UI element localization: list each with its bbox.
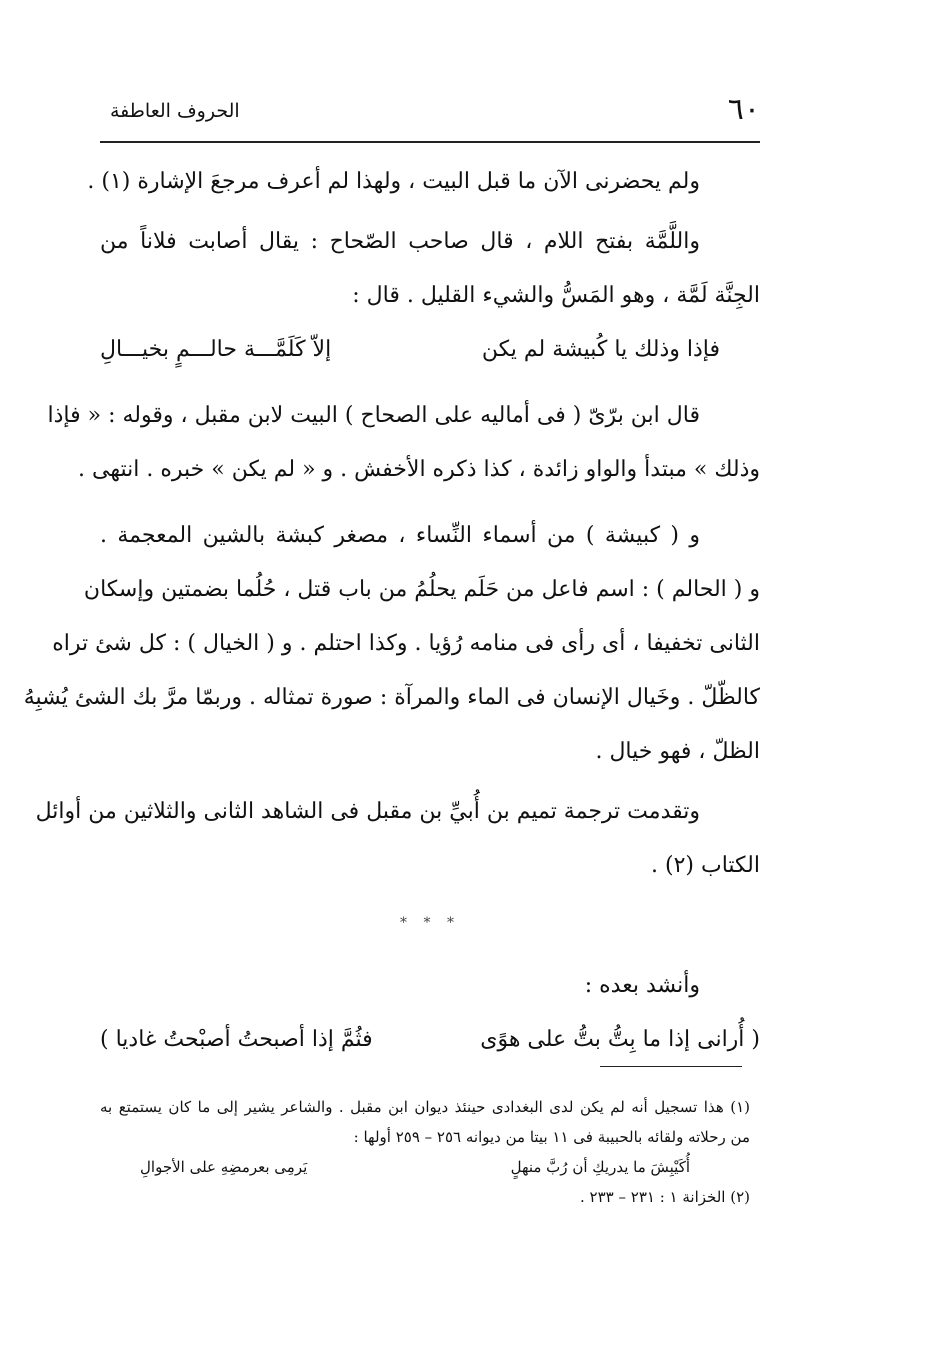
page-number: ٦٠: [727, 92, 760, 127]
verse-hemistich: يَرمِى بعرمضِهِ على الأجوالِ: [140, 1158, 308, 1176]
page-header: [100, 92, 760, 132]
footnote-line: (١) هذا تسجيل أنه لم يكن لدى البغدادى حينئذ ديوان ابن مقبل . والشاعر يشير إلى ما كان يستمتع به: [100, 1098, 750, 1116]
main-text: [23, 155, 760, 1067]
verse-hemistich: أُكَيْبِشَ ما يدريكِ أن رُبَّ منهلٍ: [510, 1158, 690, 1176]
verse-hemistich: فثُمَّ إذا أصبحتُ أصبْحتُ غاديا ): [100, 1027, 373, 1052]
paragraph-line: واللَّمَّة بفتح اللام ، قال صاحب الصّحاح : يقال أصابت فلاناً من: [100, 229, 700, 254]
paragraph-line: وأنشد بعده :: [584, 973, 700, 998]
verse-hemistich: إلاّ كَلَمَّـــة حالـــمٍ بخيـــالِ: [100, 337, 332, 362]
paragraph-line: وذلك » مبتدأ والواو زائدة ، كذا ذكره الأخفش . و « لم يكن » خبره . انتهى .: [78, 457, 760, 482]
verse-line: [100, 323, 760, 377]
paragraph-line: وتقدمت ترجمة تميم بن أُبيِّ بن مقبل فى الشاهد الثانى والثلاثين من أوائل: [35, 799, 700, 824]
paragraph-line: و ( كبيشة ) من أسماء النِّساء ، مصغر كبشة بالشين المعجمة .: [100, 523, 700, 548]
verse-hemistich: فإذا وذلك يا كُبيشة لم يكن: [481, 337, 720, 362]
footnote-line: من رحلاته ولقائه بالحبيبة فى ١١ بيتا من ديوانه ٢٥٦ – ٢٥٩ أولها :: [353, 1128, 750, 1146]
footnote-verse: [100, 1152, 750, 1182]
footnote-rule: [600, 1066, 742, 1067]
footnotes: [100, 1092, 750, 1212]
paragraph-line: قال ابن برّىّ ( فى أماليه على الصحاح ) البيت لابن مقبل ، وقوله : « فإذا: [47, 403, 700, 428]
paragraph-line: الثانى تخفيفا ، أى رأى فى منامه رُؤيا . وكذا احتلم . و ( الخيال ) : كل شئ تراه: [52, 631, 760, 656]
footnote-line: (٢) الخزانة ١ : ٢٣١ – ٢٣٣ .: [580, 1188, 750, 1206]
paragraph-line: الظلّ ، فهو خيال .: [595, 739, 760, 764]
section-separator: * * *: [400, 915, 460, 931]
paragraph-line: الكتاب (٢) .: [651, 853, 760, 878]
paragraph-line: ولم يحضرنى الآن ما قبل البيت ، ولهذا لم أعرف مرجعَ الإشارة (١) .: [87, 169, 700, 194]
paragraph-line: الجِنَّة لَمَّة ، وهو المَسُّ والشيء القليل . قال :: [352, 283, 760, 308]
header-rule: [100, 141, 760, 143]
verse-line: [100, 1013, 760, 1067]
running-title: الحروف العاطفة: [110, 100, 240, 122]
paragraph-line: و ( الحالم ) : اسم فاعل من حَلَم يحلُمُ من باب قتل ، حُلُما بضمتين وإسكان: [83, 577, 760, 602]
paragraph-line: كالظّلّ . وخَيال الإنسان فى الماء والمرآة : صورة تمثاله . وربمّا مرَّ بك الشئ يُشبِهُ: [23, 685, 760, 710]
verse-hemistich: ( أُرانى إذا ما بِتُّ بتُّ على هوًى: [480, 1027, 760, 1052]
